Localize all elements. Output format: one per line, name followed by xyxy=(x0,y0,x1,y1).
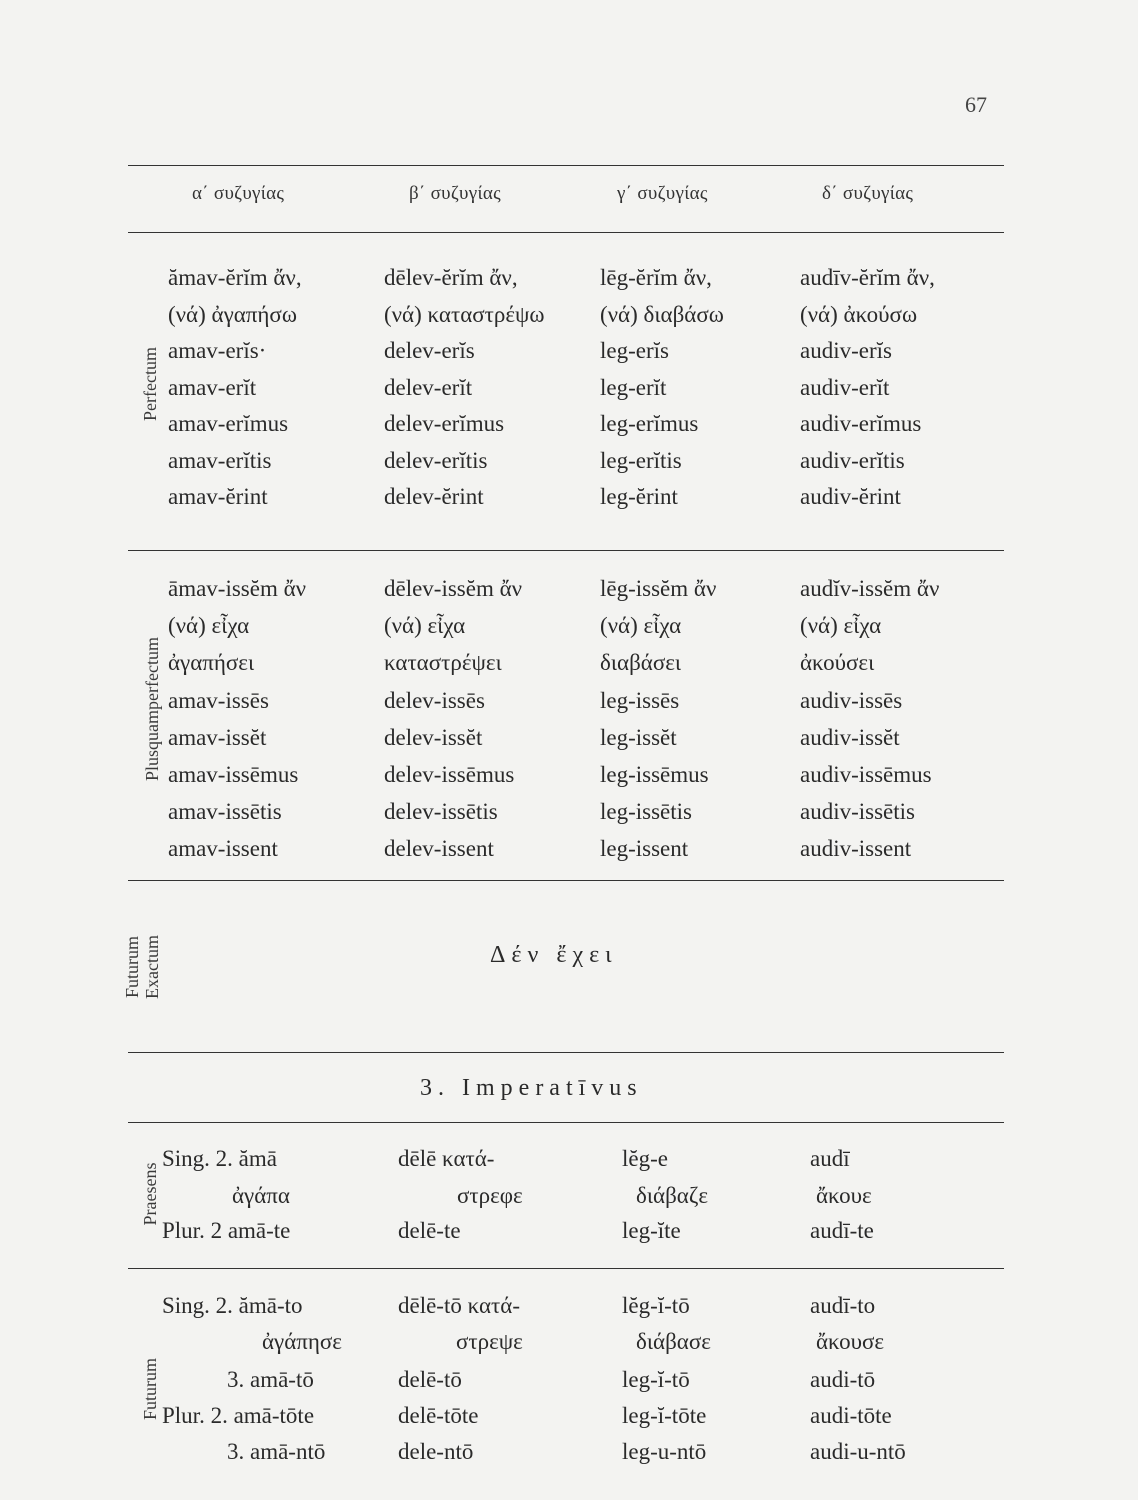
perfectum-row5-c1: amav-erĭmus xyxy=(168,411,289,436)
plusquamperfectum-row5-c1: amav-issĕt xyxy=(168,724,267,750)
perfectum-row6-c1: amav-erĭtis xyxy=(168,447,272,473)
rule-plusq-bottom xyxy=(128,880,1004,881)
praesens-row2-c2: στρεφε xyxy=(457,1183,523,1208)
header-col-4: δ΄ συζυγίας xyxy=(822,183,914,204)
perfectum-row5-c3: leg-erĭmus xyxy=(600,411,699,436)
header-col-1: α΄ συζυγίας xyxy=(192,183,285,204)
praesens-row1-c3: lĕg-e xyxy=(622,1146,668,1171)
praesens-row1-c4: audī xyxy=(810,1146,850,1171)
perfectum-row5-c2: delev-erĭmus xyxy=(384,411,505,436)
perfectum-row1-c1: ămav-ĕrĭm ἄν, xyxy=(168,265,302,290)
perfectum-row4-c2: delev-erĭt xyxy=(384,374,473,400)
plusquamperfectum-row4-c4: audiv-issēs xyxy=(800,687,903,713)
perfectum-row1-c3: lēg-ĕrĭm ἄν, xyxy=(600,265,712,290)
plusquamperfectum-row7-c1: amav-issētis xyxy=(168,799,282,825)
futurum-row4-c3: leg-ĭ-tōte xyxy=(622,1403,707,1428)
plusquamperfectum-row5-c2: delev-issĕt xyxy=(384,724,483,750)
rule-header-bottom xyxy=(128,232,1004,233)
plusquamperfectum-row3-c2: καταστρέψει xyxy=(384,650,502,676)
futurum-row5-c3: leg-u-ntō xyxy=(622,1439,707,1464)
perfectum-row3-c3: leg-erĭs xyxy=(600,338,669,363)
perfectum-row6-c2: delev-erĭtis xyxy=(384,447,488,473)
praesens-row2-c4: ἄκουε xyxy=(816,1183,872,1208)
rule-praesens-bottom xyxy=(128,1268,1004,1269)
perfectum-row2-c3: (νά) διαβάσω xyxy=(600,301,724,327)
perfectum-row4-c3: leg-erĭt xyxy=(600,374,667,400)
plusquamperfectum-row8-c3: leg-issent xyxy=(600,836,689,862)
futurum-row5-c4: audi-u-ntō xyxy=(810,1439,906,1464)
futurum-row2-c2: στρεψε xyxy=(456,1329,523,1354)
plusquamperfectum-row4-c2: delev-issēs xyxy=(384,687,485,713)
praesens-row2-c3: διάβαζε xyxy=(636,1183,709,1208)
praesens-label: Praesens xyxy=(140,1162,160,1226)
perfectum-label: Perfectum xyxy=(140,347,160,421)
praesens-row1-c1: Sing. 2. ămā xyxy=(162,1146,277,1171)
plusquamperfectum-row5-c4: audiv-issĕt xyxy=(800,724,900,750)
futurum-row1-c1: Sing. 2. ămā-to xyxy=(162,1293,303,1318)
imperativus-heading: 3. Imperatīvus xyxy=(420,1075,643,1101)
praesens-row3-c2: delē-te xyxy=(398,1218,461,1243)
rule-futex-bottom xyxy=(128,1052,1004,1053)
perfectum-row7-c3: leg-ĕrint xyxy=(600,484,678,509)
futurum-row3-c1: 3. amā-tō xyxy=(227,1367,314,1392)
futurum-row3-c4: audi-tō xyxy=(810,1367,876,1392)
futurum-row2-c1: ἀγάπησε xyxy=(262,1329,342,1354)
futurum-row4-c4: audi-tōte xyxy=(810,1403,892,1428)
plusquamperfectum-row2-c4: (νά) εἶχα xyxy=(800,613,882,639)
perfectum-row2-c1: (νά) ἀγαπήσω xyxy=(168,301,297,327)
futurum-row1-c3: lĕg-ĭ-tō xyxy=(622,1293,690,1318)
praesens-row3-c4: audī-te xyxy=(810,1218,874,1243)
futurum-row3-c3: leg-ĭ-tō xyxy=(622,1367,690,1392)
perfectum-row3-c1: amav-erĭs· xyxy=(168,338,267,363)
rule-imper-bottom xyxy=(128,1122,1004,1123)
perfectum-row7-c4: audiv-ĕrint xyxy=(800,484,901,509)
futurum-exactum-text: Δέν ἔχει xyxy=(490,942,618,968)
futurum-row1-c4: audī-to xyxy=(810,1293,876,1318)
perfectum-row4-c1: amav-erĭt xyxy=(168,374,257,400)
futurum-row2-c3: διάβασε xyxy=(636,1329,711,1354)
plusquamperfectum-row3-c4: ἀκούσει xyxy=(800,650,875,676)
plusquamperfectum-row1-c2: dēlev-issĕm ἄν xyxy=(384,576,523,601)
perfectum-row3-c2: delev-erĭs xyxy=(384,338,475,363)
futurum-row3-c2: delē-tō xyxy=(398,1367,462,1392)
plusquamperfectum-row1-c1: āmav-issĕm ἄν xyxy=(168,576,307,601)
futurum-row5-c1: 3. amā-ntō xyxy=(227,1439,326,1464)
perfectum-row3-c4: audiv-erĭs xyxy=(800,338,892,363)
plusquamperfectum-row4-c1: amav-issēs xyxy=(168,687,269,713)
futurum-row4-c1: Plur. 2. amā-tōte xyxy=(162,1403,315,1428)
plusquamperfectum-row2-c1: (νά) εἶχα xyxy=(168,613,250,639)
plusquamperfectum-row4-c3: leg-issēs xyxy=(600,687,680,713)
futurum-row2-c4: ἄκουσε xyxy=(816,1329,885,1354)
perfectum-row2-c2: (νά) καταστρέψω xyxy=(384,301,545,327)
rule-top xyxy=(128,165,1004,166)
plusquamperfectum-row6-c1: amav-issēmus xyxy=(168,762,299,787)
plusquamperfectum-row3-c3: διαβάσει xyxy=(600,650,682,676)
plusquamperfectum-row1-c4: audĭv-issĕm ἄν xyxy=(800,576,940,601)
plusquamperfectum-row8-c2: delev-issent xyxy=(384,836,494,862)
header-col-3: γ΄ συζυγίας xyxy=(617,183,708,204)
plusquamperfectum-row3-c1: ἀγαπήσει xyxy=(168,650,255,676)
perfectum-row7-c1: amav-ĕrint xyxy=(168,484,268,509)
futurum-exactum-label-2: Exactum xyxy=(142,935,162,999)
futurum-exactum-label-1: Futurum xyxy=(122,936,142,999)
perfectum-row1-c4: audīv-ĕrĭm ἄν, xyxy=(800,265,935,290)
perfectum-row4-c4: audiv-erĭt xyxy=(800,374,890,400)
plusquamperfectum-row7-c4: audiv-issētis xyxy=(800,799,915,825)
plusquamperfectum-row6-c4: audiv-issēmus xyxy=(800,762,932,787)
plusquamperfectum-row6-c3: leg-issēmus xyxy=(600,762,709,787)
futurum-row1-c2: dēlē-tō κατά- xyxy=(398,1293,520,1318)
plusquamperfectum-row5-c3: leg-issĕt xyxy=(600,724,677,750)
praesens-row2-c1: ἀγάπα xyxy=(232,1183,290,1208)
futurum-row4-c2: delē-tōte xyxy=(398,1403,479,1428)
plusquamperfectum-row2-c3: (νά) εἶχα xyxy=(600,613,682,639)
praesens-row1-c2: dēlē κατά- xyxy=(398,1146,495,1171)
plusquamperfectum-row7-c2: delev-issētis xyxy=(384,799,498,825)
futurum-label: Futurum xyxy=(140,1358,160,1421)
plusquamperfectum-row7-c3: leg-issētis xyxy=(600,799,692,825)
plusquamperfectum-row8-c4: audiv-issent xyxy=(800,836,912,862)
perfectum-row6-c3: leg-erĭtis xyxy=(600,447,682,473)
header-col-2: β΄ συζυγίας xyxy=(409,183,501,204)
plusquamperfectum-row2-c2: (νά) εἶχα xyxy=(384,613,466,639)
praesens-row3-c3: leg-ĭte xyxy=(622,1218,681,1243)
perfectum-row6-c4: audiv-erĭtis xyxy=(800,447,905,473)
perfectum-row7-c2: delev-ĕrint xyxy=(384,484,484,509)
rule-perf-bottom xyxy=(128,550,1004,551)
perfectum-row2-c4: (νά) ἀκούσω xyxy=(800,301,918,327)
plusquamperfectum-row1-c3: lēg-issĕm ἄν xyxy=(600,576,717,601)
perfectum-row5-c4: audiv-erĭmus xyxy=(800,411,922,436)
plusquamperfectum-label: Plusquamperfectum xyxy=(142,637,162,781)
perfectum-row1-c2: dēlev-ĕrĭm ἄν, xyxy=(384,265,518,290)
plusquamperfectum-row6-c2: delev-issēmus xyxy=(384,762,515,787)
futurum-row5-c2: dele-ntō xyxy=(398,1439,474,1464)
praesens-row3-c1: Plur. 2 amā-te xyxy=(162,1218,291,1243)
plusquamperfectum-row8-c1: amav-issent xyxy=(168,836,278,862)
page-number: 67 xyxy=(965,92,987,117)
